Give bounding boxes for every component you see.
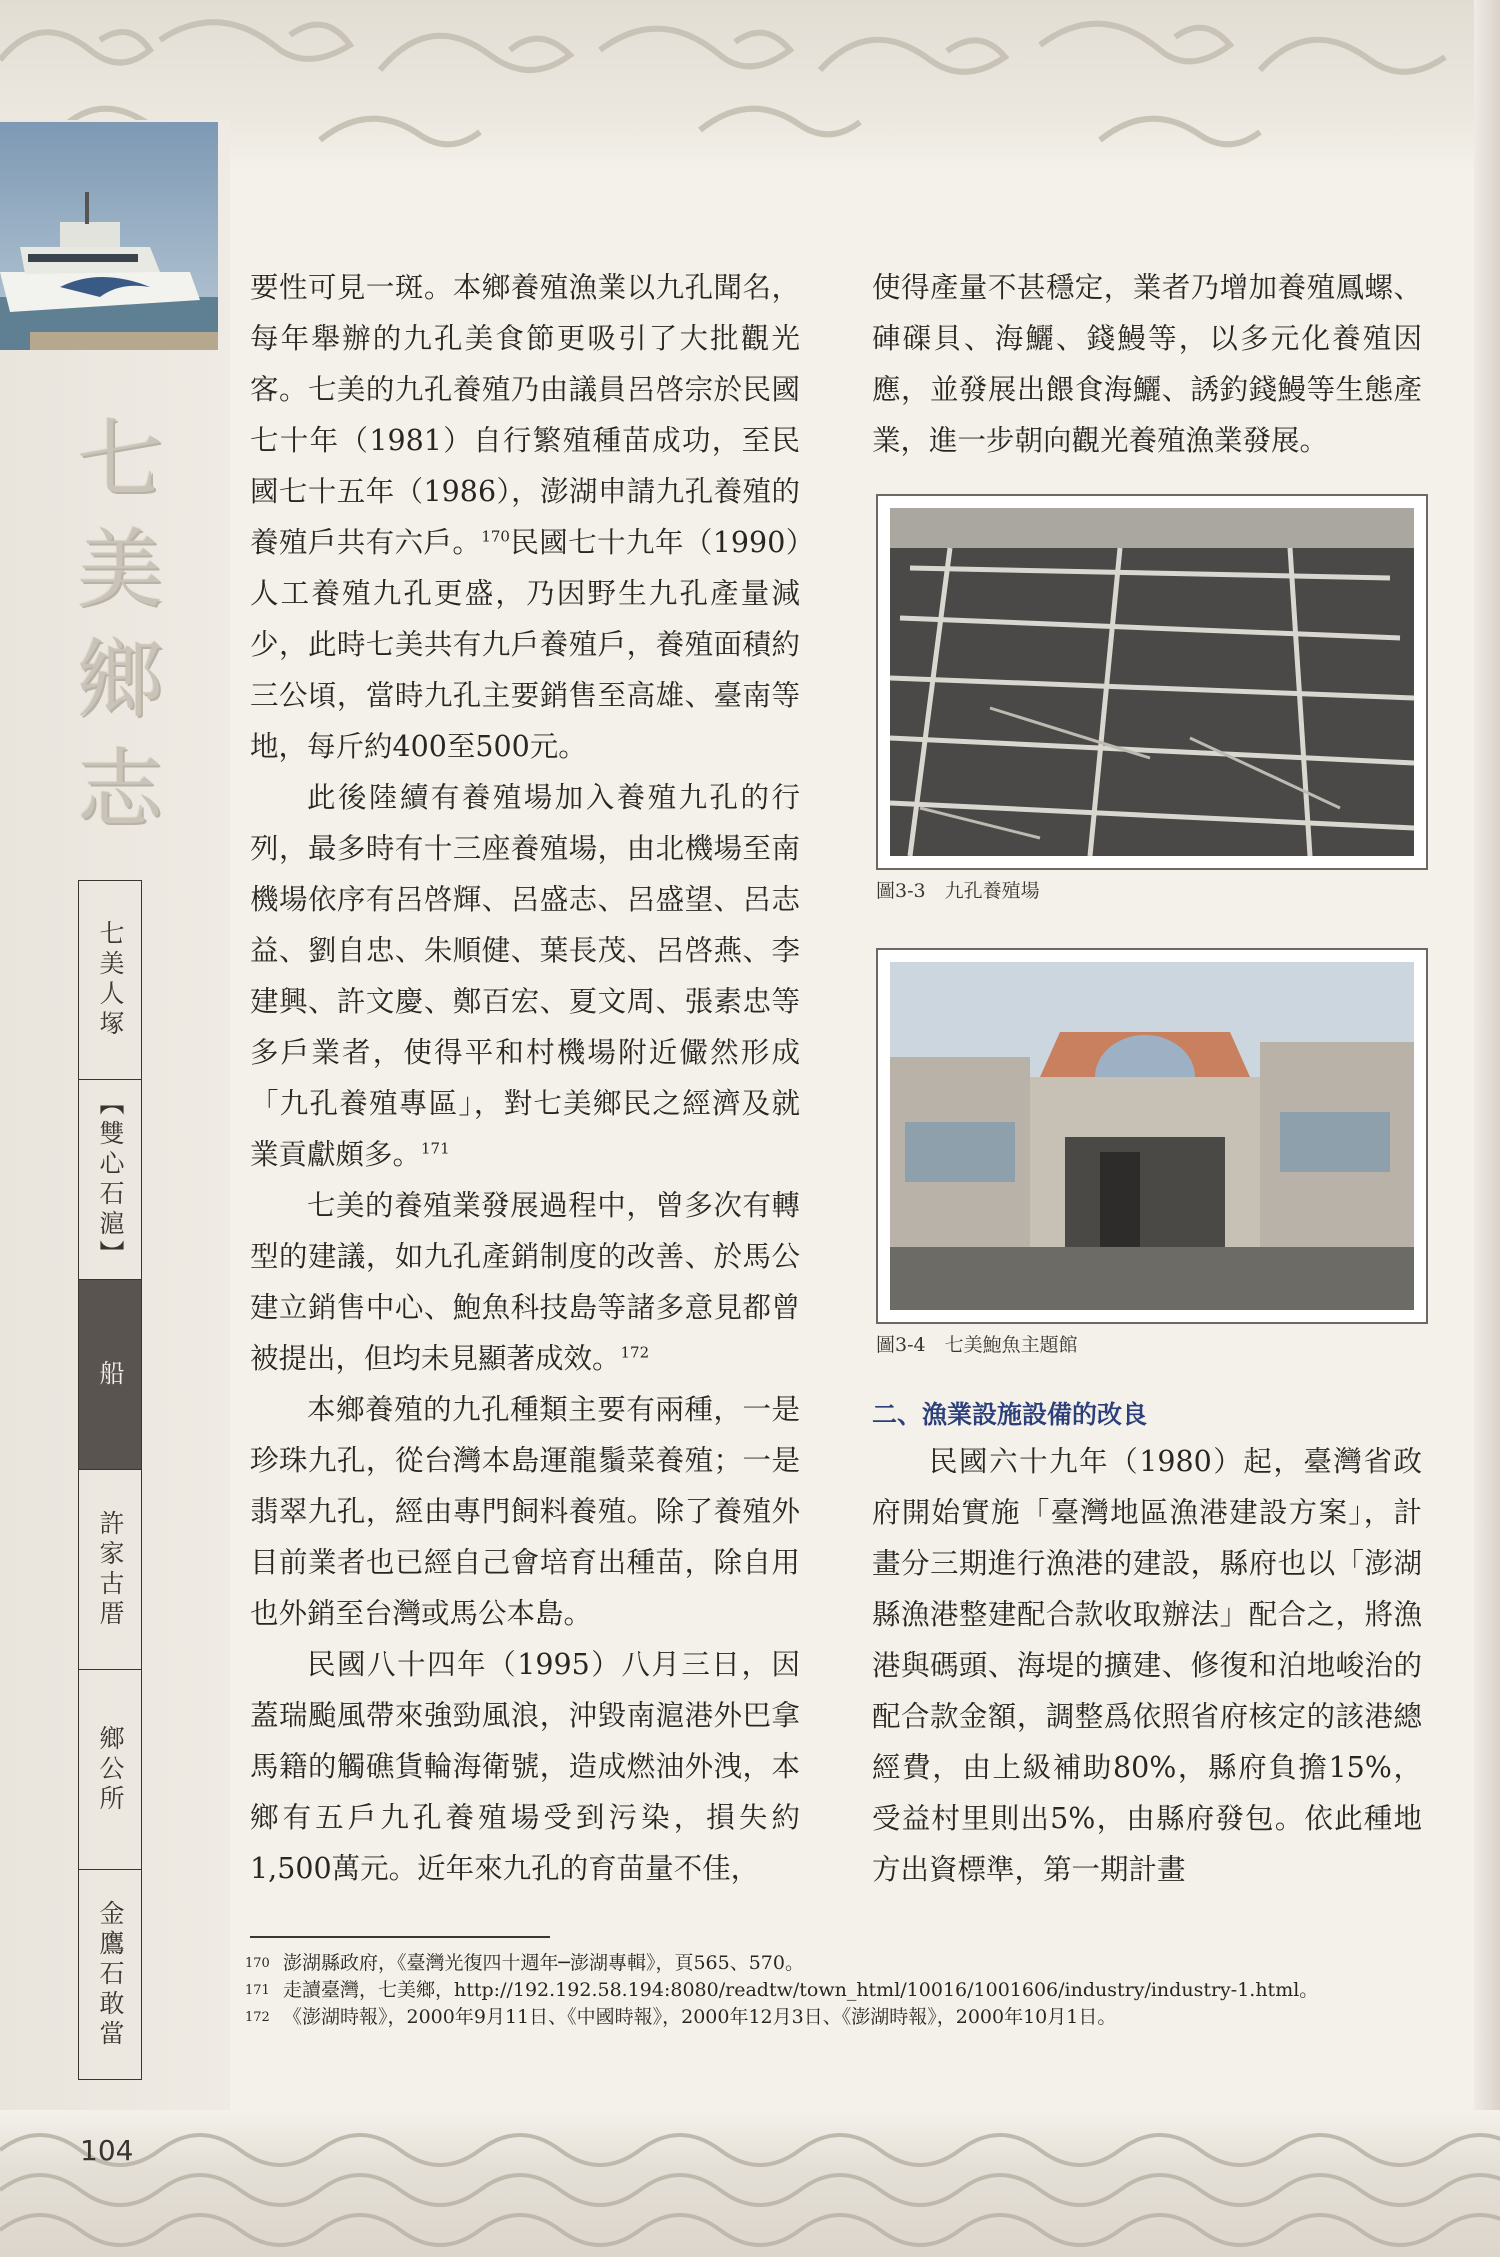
footnote: [245, 1950, 1405, 1977]
footnote-number: 171: [245, 1983, 270, 1998]
footnote-text: 澎湖縣政府，《臺灣光復四十週年─澎湖專輯》，頁565、570。: [283, 1952, 804, 1974]
tab-label: 船: [96, 1359, 125, 1390]
book-title-calligraphy: [60, 405, 180, 865]
tab-boat[interactable]: [79, 1280, 141, 1470]
tab-label: 【雙心石滬】: [96, 1089, 125, 1270]
page-number: 104: [80, 2134, 134, 2167]
tab-twin-hearts-weir[interactable]: [79, 1080, 141, 1280]
text: 要性可見一斑。本鄉養殖漁業以九孔聞名，每年舉辦的九孔美食節更吸引了大批觀光客。七美的九孔養殖乃由議員呂啓宗於民國七十年（1981）自行繁殖種苗成功，至民國七十五年（1986），澎湖申請九孔養殖的養殖戶共有六戶。: [250, 271, 800, 559]
wave-pattern-footer: [0, 2110, 1500, 2257]
book-title-char: 七: [77, 410, 163, 510]
text: 七美的養殖業發展過程中，曾多次有轉型的建議，如九孔產銷制度的改善、於馬公建立銷售中心、鮑魚科技島等諸多意見都曾被提出，但均未見顯著成效。: [250, 1189, 800, 1375]
tab-qimei-tomb[interactable]: [79, 880, 141, 1080]
paragraph: [250, 1180, 800, 1384]
boat-photo: [0, 122, 218, 350]
tab-township-office[interactable]: [79, 1670, 141, 1870]
book-title-char: 美: [77, 520, 163, 620]
tab-golden-eagle-stone[interactable]: [79, 1870, 141, 2080]
figure-abalone-museum: [876, 948, 1428, 1324]
paragraph: [250, 772, 800, 1180]
book-title-char: 鄉: [77, 630, 163, 730]
tab-label: 鄉公所: [96, 1724, 125, 1815]
paragraph: [250, 262, 800, 772]
section-tabs: [78, 880, 142, 2080]
text-column-right: [872, 262, 1422, 466]
page-edge-shadow: [1474, 0, 1500, 2257]
paragraph: 本鄉養殖的九孔種類主要有兩種，一是珍珠九孔，從台灣本島運龍鬚菜養殖；一是翡翠九孔，經由專門飼料養殖。除了養殖外目前業者也已經自己會培育出種苗，除自用也外銷至台灣或馬公本島。: [250, 1393, 800, 1630]
footnote-text[interactable]: 走讀臺灣，七美鄉，http://192.192.58.194:8080/readtw/town_html/10016/1001606/industry/industry-1.html。: [283, 1979, 1319, 2001]
book-title-char: 志: [77, 740, 163, 840]
figure-caption: 圖3-3 九孔養殖場: [876, 880, 1040, 902]
paragraph: 民國八十四年（1995）八月三日，因蓋瑞颱風帶來強勁風浪，沖毀南滬港外巴拿馬籍的觸礁貨輪海衛號，造成燃油外洩，本鄉有五戶九孔養殖場受到污染，損失約1,500萬元。近年來九孔的育苗量不佳，: [250, 1648, 800, 1885]
footnote-ref[interactable]: 172: [620, 1343, 650, 1362]
footnote-number: 172: [245, 2010, 270, 2025]
section-heading: 二、漁業設施設備的改良: [872, 1400, 1148, 1429]
tab-hsu-family-house[interactable]: [79, 1470, 141, 1670]
text: 此後陸續有養殖場加入養殖九孔的行列，最多時有十三座養殖場，由北機場至南機場依序有呂啓輝、呂盛志、呂盛望、呂志益、劉自忠、朱順健、葉長茂、呂啓燕、李建興、許文慶、鄭百宏、夏文周、張素忠等多戶業者，使得平和村機場附近儼然形成「九孔養殖專區」，對七美鄉民之經濟及就業貢獻頗多。: [250, 781, 800, 1171]
tab-label: 許家古厝: [96, 1509, 125, 1630]
footnote-text: 《澎湖時報》，2000年9月11日、《中國時報》，2000年12月3日、《澎湖時報》，2000年10月1日。: [283, 2006, 1117, 2028]
paragraph: 民國六十九年（1980）起，臺灣省政府開始實施「臺灣地區漁港建設方案」，計畫分三期進行漁港的建設，縣府也以「澎湖縣漁港整建配合款收取辦法」配合之，將漁港與碼頭、海堤的擴建、修復和泊地峻治的配合款金額，調整爲依照省府核定的該港總經費，由上級補助80%，縣府負擔15%，受益村里則出5%，由縣府發包。依此種地方出資標準，第一期計畫: [872, 1445, 1422, 1886]
footnote: [245, 2004, 1405, 2031]
tab-label: 七美人塚: [96, 920, 125, 1040]
text-column-right-lower: [872, 1436, 1422, 1895]
figure-caption: 圖3-4 七美鮑魚主題館: [876, 1334, 1078, 1356]
text: 民國七十九年（1990）人工養殖九孔更盛，乃因野生九孔產量減少，此時七美共有九戶養殖戶，養殖面積約三公頃，當時九孔主要銷售至高雄、臺南等地，每斤約400至500元。: [250, 526, 800, 763]
footnote-divider: [250, 1936, 550, 1938]
paragraph: 使得產量不甚穩定，業者乃增加養殖鳳螺、硨磲貝、海鱺、錢鰻等，以多元化養殖因應，並發展出餵食海鱺、誘釣錢鰻等生態產業，進一步朝向觀光養殖漁業發展。: [872, 271, 1422, 457]
footnote-ref[interactable]: 170: [481, 527, 510, 546]
footnote-ref[interactable]: 171: [421, 1139, 450, 1158]
text-column-left: [250, 262, 800, 1894]
footnote-number: 170: [245, 1956, 270, 1971]
figure-abalone-farm: [876, 494, 1428, 870]
footnotes: [245, 1950, 1405, 2031]
tab-label: 金鷹石敢當: [96, 1899, 125, 2050]
footnote: [245, 1977, 1405, 2004]
